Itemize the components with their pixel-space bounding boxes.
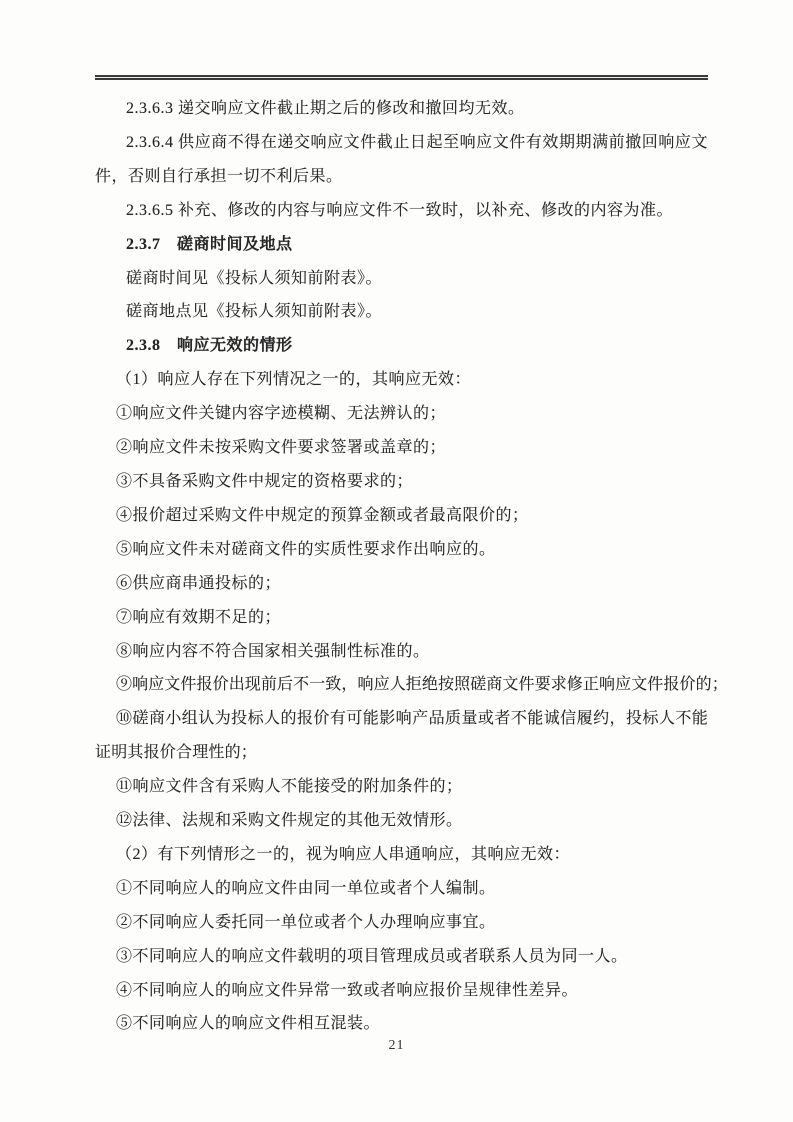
list-item: ⑧响应内容不符合国家相关强制性标准的。	[116, 642, 430, 660]
paragraph: 2.3.6.5 补充、修改的内容与响应文件不一致时，以补充、修改的内容为准。	[126, 201, 674, 219]
body-text	[95, 92, 728, 1041]
list-item: ①不同响应人的响应文件由同一单位或者个人编制。	[116, 879, 496, 897]
list-item: ⑦响应有效期不足的；	[116, 608, 282, 626]
list-item: ②不同响应人委托同一单位或者个人办理响应事宜。	[116, 913, 496, 931]
list-item: ⑤不同响应人的响应文件相互混装。	[116, 1015, 381, 1033]
list-item: ③不同响应人的响应文件载明的项目管理成员或者联系人员为同一人。	[116, 947, 628, 965]
list-item: ⑨响应文件报价出现前后不一致，响应人拒绝按照磋商文件要求修正响应文件报价的；	[116, 676, 728, 694]
list-item: ⑩磋商小组认为投标人的报价有可能影响产品质量或者不能诚信履约，投标人不能证明其报价合理性的；	[95, 710, 708, 762]
list-item: ⑫法律、法规和采购文件规定的其他无效情形。	[116, 812, 463, 830]
list-item: ④报价超过采购文件中规定的预算金额或者最高限价的；	[116, 506, 529, 524]
list-item: ④不同响应人的响应文件异常一致或者响应报价呈规律性差异。	[116, 981, 579, 999]
section-heading: 2.3.8 响应无效的情形	[126, 337, 293, 355]
paragraph: 2.3.6.4 供应商不得在递交响应文件截止日起至响应文件有效期期满前撤回响应文件，否则自行承担一切不利后果。	[95, 133, 708, 185]
paragraph: 磋商地点见《投标人须知前附表》。	[126, 303, 383, 321]
paragraph: 磋商时间见《投标人须知前附表》。	[126, 269, 383, 287]
list-item: ③不具备采购文件中规定的资格要求的；	[116, 472, 414, 490]
list-item: ⑪响应文件含有采购人不能接受的附加条件的；	[116, 778, 463, 796]
list-item: ②响应文件未按采购文件要求签署或盖章的；	[116, 439, 447, 457]
list-item: ①响应文件关键内容字迹模糊、无法辨认的；	[116, 405, 447, 423]
list-item: （2）有下列情形之一的，视为响应人串通响应，其响应无效：	[116, 845, 571, 863]
list-item: ⑥供应商串通投标的；	[116, 574, 282, 592]
list-item: （1）响应人存在下列情况之一的，其响应无效：	[116, 371, 472, 389]
list-item: ⑤响应文件未对磋商文件的实质性要求作出响应的。	[116, 540, 496, 558]
header-rule	[95, 75, 708, 80]
section-heading: 2.3.7 磋商时间及地点	[126, 235, 293, 253]
paragraph: 2.3.6.3 递交响应文件截止期之后的修改和撤回均无效。	[126, 100, 525, 117]
page-number: 21	[388, 1038, 405, 1053]
